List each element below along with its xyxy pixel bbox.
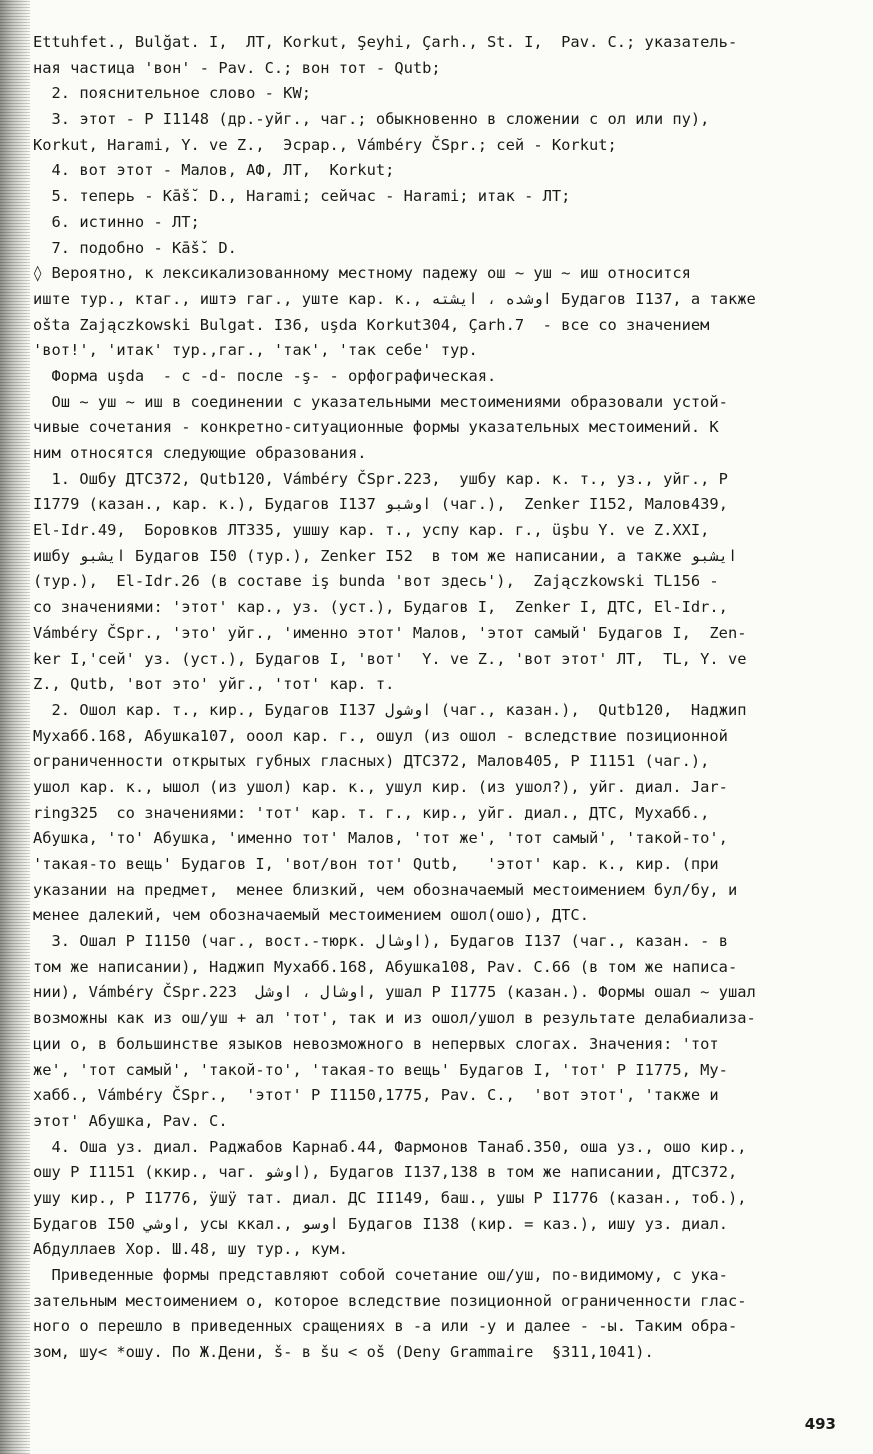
text-line: нии), Vámbéry ČSpr.223 اوشال ، اوشل, ушал Р I1775 (казан.). Формы ошал ~ ушал bbox=[33, 983, 756, 1002]
text-line: ишбу ايشبو Будагов I50 (тур.), Zenker I52 в том же написании, а также ايشبو bbox=[33, 546, 738, 565]
binding-edge-shadow bbox=[0, 0, 30, 1454]
text-line: 'такая-то вещь' Будагов I, 'вот/вон тот' Qutb, 'этот' кар. к., кир. (при bbox=[33, 855, 719, 873]
text-line: 3. этот - Р I1148 (др.-уйг., чаг.; обыкновенно в сложении с ол или пу), bbox=[33, 110, 710, 129]
text-line: 2. пояснительное слово - KW; bbox=[33, 84, 311, 103]
text-line: I1779 (казан., кар. к.), Будагов I137 اوشبو (чаг.), Zenker I152, Малов439, bbox=[33, 495, 728, 514]
text-line: Мухабб.168, Абушка107, ооол кар. г., ошул (из ошол - вследствие позиционной bbox=[33, 726, 728, 745]
text-line: ного о перешло в приведенных сращениях в -а или -у и далее - -ы. Таким обра- bbox=[33, 1317, 738, 1336]
text-line: Форма uşda - с -d- после -ş- - орфографическая. bbox=[33, 366, 497, 385]
text-line: ним относятся следующие образования. bbox=[33, 444, 367, 462]
text-line: этот' Абушка, Pav. C. bbox=[33, 1111, 228, 1130]
page-number: 493 bbox=[804, 1415, 836, 1433]
text-line: Vámbéry ČSpr., 'это' уйг., 'именно этот' Малов, 'этот самый' Будагов I, Zen- bbox=[33, 623, 747, 642]
text-line: ограниченности открытых губных гласных) ДТС372, Малов405, Р I1151 (чаг.), bbox=[33, 752, 710, 771]
text-line: же', 'тот самый', 'такой-то', 'такая-то вещь' Будагов I, 'тот' Р I1775, Му- bbox=[33, 1060, 728, 1079]
text-line: ушол кар. к., ышол (из ушол) кар. к., ушул кир. (из ушол?), уйг. диал. Jar- bbox=[33, 777, 728, 796]
text-line: ◊ Вероятно, к лексикализованному местному падежу ош ~ уш ~ иш относится bbox=[33, 264, 691, 283]
text-line: 7. подобно - Kāš̆. D. bbox=[33, 238, 237, 257]
text-line: 1. Ошбу ДТС372, Qutb120, Vámbéry ČSpr.223, ушбу кар. к. т., уз., уйг., Р bbox=[33, 469, 728, 488]
text-line: 5. теперь - Kāš̆. D., Harami; сейчас - Harami; итак - ЛТ; bbox=[33, 187, 571, 206]
text-line: иште тур., ктаг., иштэ гаг., уште кар. к., اوشده ، ايشته Будагов I137, а также bbox=[33, 289, 756, 308]
text-line: Абушка, 'то' Абушка, 'именно тот' Малов, 'тот же', 'тот самый', 'такой-то', bbox=[33, 829, 728, 848]
text-line: ушу кир., Р I1776, ӱшӱ тат. диал. ДС II149, баш., ушы Р I1776 (казан., тоб.), bbox=[33, 1188, 747, 1207]
text-line: ции о, в большинстве языков невозможного в непервых слогах. Значения: 'тот bbox=[33, 1034, 719, 1053]
text-line: ring325 со значениями: 'тот' кар. т. г., кир., уйг. диал., ДТС, Мухабб., bbox=[33, 803, 710, 822]
text-line: со значениями: 'этот' кар., уз. (уст.), Будагов I, Zenker I, ДТС, El-Idr., bbox=[33, 598, 728, 617]
text-line: Ettuhfet., Bulğat. I, ЛТ, Korkut, Şeyhi, Çarh., St. I, Pav. C.; указатель- bbox=[33, 33, 738, 51]
text-line: зом, шу< *ошу. По Ж.Дени, š- в šu < oš (Deny Grammaire §311,1041). bbox=[33, 1343, 654, 1362]
text-line: Ош ~ уш ~ иш в соединении с указательными местоимениями образовали устой- bbox=[33, 392, 728, 411]
text-line: ная частица 'вон' - Pav. C.; вон тот - Qutb; bbox=[33, 58, 441, 77]
text-line: ошу Р I1151 (ккир., чаг. اوشو), Будагов I137,138 в том же написании, ДТС372, bbox=[33, 1163, 738, 1182]
text-line: Z., Qutb, 'вот это' уйг., 'тот' кар. т. bbox=[33, 675, 395, 694]
text-line: ker I,'сей' уз. (уст.), Будагов I, 'вот' Y. ve Z., 'вот этот' ЛТ, TL, Y. ve bbox=[33, 649, 747, 668]
text-line: Абдуллаев Хор. Ш.48, шу тур., кум. bbox=[33, 1240, 349, 1259]
text-line: менее далекий, чем обозначаемый местоимением ошол(ошо), ДТС. bbox=[33, 906, 589, 925]
text-line: 2. Ошол кар. т., кир., Будагов I137 اوشول (чаг., казан.), Qutb120, Наджип bbox=[33, 700, 747, 719]
dictionary-entry-text bbox=[33, 30, 853, 1366]
text-line: 6. истинно - ЛТ; bbox=[33, 212, 200, 231]
text-line: (тур.), El-Idr.26 (в составе iş bunda 'вот здесь'), Zajączkowski TL156 - bbox=[33, 572, 719, 591]
text-line: 3. Ошал Р I1150 (чаг., вост.-тюрк. اوشال), Будагов I137 (чаг., казан. - в bbox=[33, 932, 728, 951]
text-line: El-Idr.49, Боровков ЛТ335, ушшу кар. т., успу кар. г., üşbu Y. ve Z.XXI, bbox=[33, 521, 710, 540]
text-line: 4. вот этот - Малов, АФ, ЛТ, Korkut; bbox=[33, 161, 395, 180]
text-line: зательным местоимением о, которое вследствие позиционной ограниченности глас- bbox=[33, 1291, 747, 1310]
text-line: том же написании), Наджип Мухабб.168, Абушка108, Pav. C.66 (в том же написа- bbox=[33, 957, 738, 976]
text-line: Приведенные формы представляют собой сочетание ош/уш, по-видимому, с ука- bbox=[33, 1266, 728, 1284]
text-line: чивые сочетания - конкретно-ситуационные формы указательных местоимений. К bbox=[33, 418, 719, 437]
text-line: ošta Zajączkowski Bulgat. I36, uşda Korkut304, Çarh.7 - все со значением bbox=[33, 315, 710, 334]
text-line: возможны как из ош/уш + ал 'тот', так и из ошол/ушол в результате делабиализа- bbox=[33, 1009, 756, 1028]
text-line: указании на предмет, менее близкий, чем обозначаемый местоимением бул/бу, и bbox=[33, 880, 738, 899]
text-line: хабб., Vámbéry ČSpr., 'этот' Р I1150,1775, Pav. C., 'вот этот', 'также и bbox=[33, 1086, 719, 1105]
text-line: Будагов I50 اوشي, усы ккал., اوسو Будагов I138 (кир. = каз.), ишу уз. диал. bbox=[33, 1214, 728, 1233]
text-line: 4. Оша уз. диал. Раджабов Карнаб.44, Фармонов Танаб.350, оша уз., ошо кир., bbox=[33, 1137, 747, 1156]
text-line: 'вот!', 'итак' тур.,гаг., 'так', 'так себе' тур. bbox=[33, 341, 478, 360]
text-line: Korkut, Harami, Y. ve Z., Эсрар., Vámbéry ČSpr.; сей - Korkut; bbox=[33, 135, 617, 154]
